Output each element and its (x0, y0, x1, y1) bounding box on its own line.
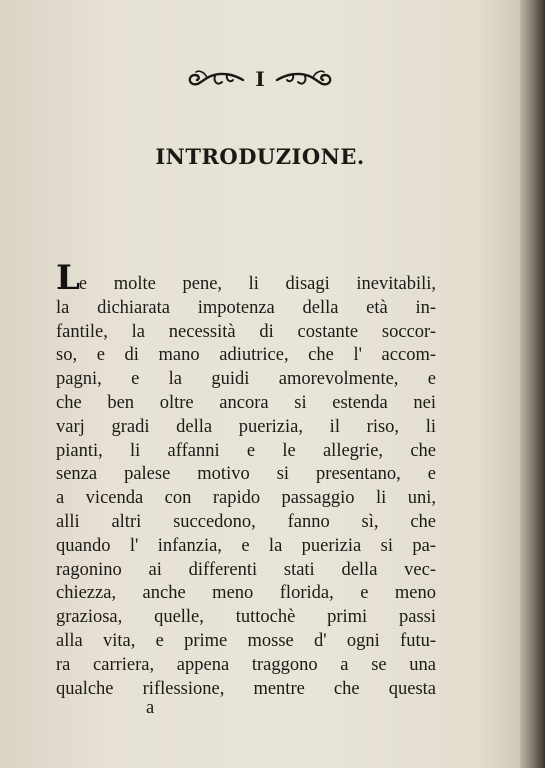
catchword: a (146, 698, 155, 718)
text-line: quando l' infanzia, e la puerizia si pa- (56, 535, 436, 556)
text-line: Le molte pene, li disagi inevitabili, (56, 258, 436, 298)
text-line: senza palese motivo si presentano, e (56, 464, 436, 485)
text-line: chiezza, anche meno florida, e meno (56, 583, 436, 604)
text-line: so, e di mano adiutrice, che l' accom- (56, 345, 436, 366)
left-ornament-icon (185, 66, 245, 92)
right-ornament-icon (275, 66, 335, 92)
text-line: alla vita, e prime mosse d' ogni futu- (56, 630, 436, 651)
text-line: varj gradi della puerizia, il riso, li (56, 416, 436, 437)
text-line: pianti, li affanni e le allegrie, che (56, 440, 436, 461)
page-header (0, 66, 520, 92)
text-line: a vicenda con rapido passaggio li uni, (56, 488, 436, 509)
page-edge (520, 0, 545, 768)
text-line: pagni, e la guidi amorevolmente, e (56, 369, 436, 390)
text-line: ragonino ai differenti stati della vec- (56, 559, 436, 580)
chapter-title: INTRODUZIONE. (155, 144, 365, 169)
text-line: che ben oltre ancora si estenda nei (56, 392, 436, 413)
body-text (56, 258, 436, 701)
drop-cap: L (56, 258, 80, 298)
text-line: ra carriera, appena traggono a se una (56, 654, 436, 675)
text-line: alli altri succedono, fanno sì, che (56, 511, 436, 532)
page-number: I (255, 67, 265, 91)
text-line: la dichiarata impotenza della età in- (56, 297, 436, 318)
text-line: graziosa, quelle, tuttochè primi passi (56, 607, 436, 628)
text-line: qualche riflessione, mentre che questa (56, 678, 436, 699)
text-line: fantile, la necessità di costante soccor- (56, 321, 436, 342)
